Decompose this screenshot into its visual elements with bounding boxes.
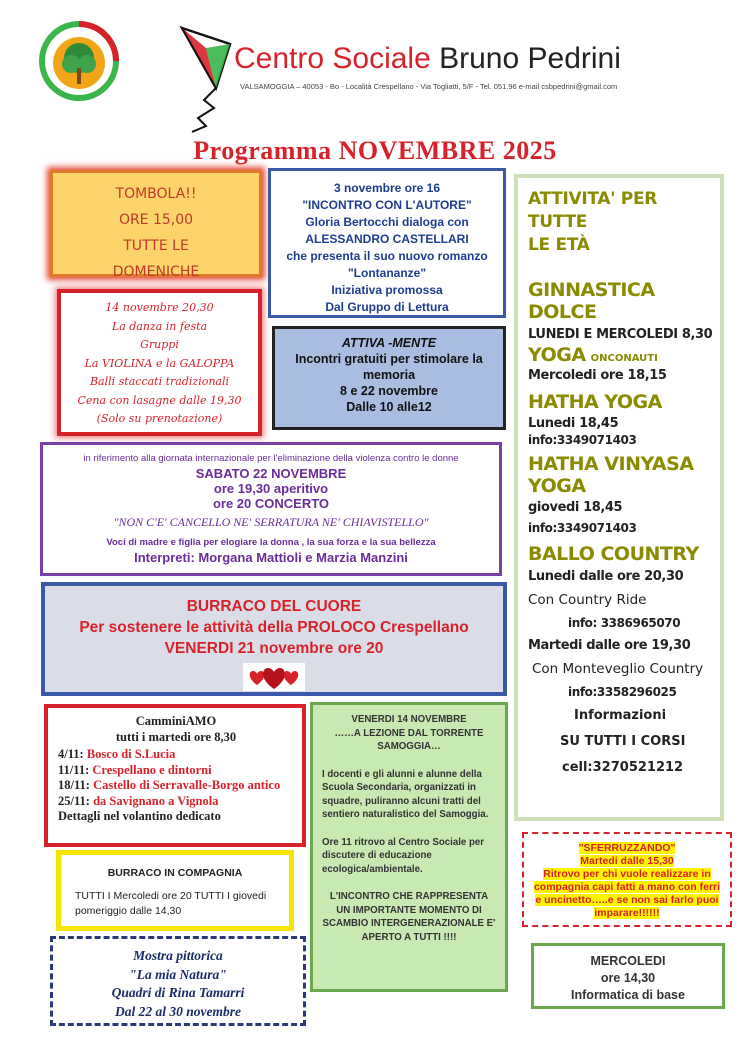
- info-label: Informazioni: [574, 708, 667, 723]
- tombola-box: [50, 170, 262, 280]
- informatica-title: Informatica di base: [571, 988, 685, 1002]
- ginnastica-heading: GINNASTICA DOLCE: [528, 279, 655, 323]
- author-meeting-box: [268, 168, 506, 318]
- camminiamo-title: CamminiAMO: [135, 714, 217, 728]
- vinyasa-info: info:3349071403: [528, 521, 637, 535]
- walk-item: [58, 747, 294, 763]
- art-exhibition-box: [50, 936, 306, 1026]
- center-address: VALSAMOGGIA – 40053 - Bo - Località Crespellano - Via Togliatti, 5/F - Tel. 051.96 e-mail csbpedrini@gmail.com: [240, 82, 618, 91]
- camminiamo-footer: Dettagli nel volantino dedicato: [58, 809, 221, 823]
- danza-line: Balli staccati tradizionali: [89, 375, 230, 388]
- author-line: "Lontananze": [347, 266, 427, 280]
- walk-date: 11/11:: [58, 762, 90, 777]
- camminiamo-box: [44, 704, 306, 847]
- attiva-line: Dalle 10 alle12: [346, 400, 432, 414]
- activities-title: ATTIVITA' PER TUTTE: [528, 189, 658, 232]
- women-day-intro: in riferimento alla giornata internazionale per l'eliminazione della violenza contro le donne: [83, 453, 459, 464]
- exhibition-line: Quadri di Rina Tamarri: [111, 985, 245, 1000]
- camminiamo-subtitle: tutti i martedi ore 8,30: [115, 729, 237, 744]
- women-day-aperitivo: ore 19,30 aperitivo: [213, 481, 329, 496]
- informatica-time: ore 14,30: [600, 971, 656, 985]
- program-title: Programma NOVEMBRE 2025: [193, 136, 557, 165]
- torrente-paragraph-1: I docenti e gli alunni e alunne della Scuola Secondaria, organizzati in squadre, puliranno alcuni tratti del sentiero naturalistico del Samoggia.: [322, 768, 489, 820]
- burraco-cuore-date: VENERDI 21 novembre ore 20: [164, 640, 384, 657]
- association-logo: [38, 20, 120, 102]
- danza-line: La VIOLINA e la GALOPPA: [84, 356, 235, 370]
- tombola-line: TOMBOLA!!: [115, 186, 197, 202]
- attiva-line: 8 e 22 novembre: [340, 384, 438, 398]
- walk-date: 4/11:: [58, 747, 84, 761]
- cell-number: cell:3270521212: [562, 760, 684, 775]
- torrente-headline: ……A LEZIONE DAL TORRENTE: [334, 727, 484, 739]
- attiva-line: Incontri gratuiti per stimolare la: [295, 352, 483, 366]
- walk-item: [58, 778, 294, 794]
- burraco-compagnia-text: TUTTI I Mercoledi ore 20 TUTTI I giovedi pomeriggio dalle 14,30: [75, 890, 267, 917]
- walk-date: 18/11:: [58, 778, 90, 792]
- burraco-compagnia-box: [56, 850, 294, 931]
- torrente-box: [310, 702, 508, 992]
- walk-date: 25/11:: [58, 793, 90, 808]
- author-line: ALESSANDRO CASTELLARI: [305, 232, 469, 246]
- country-group-2: Con Monteveglio Country: [532, 661, 704, 677]
- ginnastica-time: LUNEDI E MERCOLEDI 8,30: [528, 327, 713, 342]
- sferruzzando-text: Ritrovo per chi vuole realizzare in compagnia capi fatti a mano con ferri e uncinetto…..e se non sai farlo puoi imparare!!!!!!: [533, 868, 721, 919]
- torrente-paragraph-3: L'INCONTRO CHE RAPPRESENTA UN IMPORTANTE MOMENTO DI SCAMBIO INTERGENERAZIONALE E' APERTO A TUTTI !!!!: [322, 891, 496, 943]
- walk-place: Castello di Serravalle-Borgo antico: [93, 778, 281, 792]
- center-name-part2: Bruno Pedrini: [439, 42, 621, 75]
- country-time-2: Martedi dalle ore 19,30: [528, 638, 691, 653]
- sferruzzando-box: [522, 832, 732, 927]
- burraco-cuore-box: [41, 582, 507, 696]
- center-name-part1: Centro Sociale: [234, 42, 431, 75]
- center-name: [234, 42, 621, 76]
- burraco-compagnia-title: BURRACO IN COMPAGNIA: [107, 867, 243, 879]
- tombola-line: ORE 15,00: [118, 212, 194, 228]
- info-all-courses: SU TUTTI I CORSI: [560, 734, 686, 749]
- burraco-cuore-title: BURRACO DEL CUORE: [186, 598, 362, 615]
- women-day-voices: Voci di madre e figlia per elogiare la donna , la sua forza e la sua bellezza: [106, 537, 436, 548]
- danza-box: [57, 289, 262, 436]
- author-line: Gloria Bertocchi dialoga con: [305, 215, 469, 229]
- kite-icon: [176, 22, 236, 134]
- torrente-paragraph-2: Ore 11 ritrovo al Centro Sociale per discutere di educazione ecologica/ambientale.: [322, 836, 485, 875]
- country-group-1: Con Country Ride: [528, 592, 647, 608]
- attiva-mente-title: ATTIVA -MENTE: [341, 336, 437, 350]
- country-time-1: Lunedi dalle ore 20,30: [528, 569, 684, 584]
- attiva-line: memoria: [362, 368, 416, 382]
- danza-line: Gruppi: [140, 338, 179, 351]
- tombola-line: TUTTE LE: [123, 238, 189, 254]
- yoga-suffix: ONCONAUTI: [590, 353, 658, 364]
- yoga-heading: YOGA: [528, 344, 586, 366]
- women-day-performers: Interpreti: Morgana Mattioli e Marzia Manzini: [134, 550, 408, 565]
- yoga-time: Mercoledi ore 18,15: [528, 368, 667, 383]
- activities-title: LE ETÀ: [528, 235, 590, 255]
- vinyasa-heading: HATHA VINYASA YOGA: [528, 453, 694, 497]
- walk-place: Bosco di S.Lucia: [86, 747, 176, 761]
- author-line: Iniziativa promossa: [331, 283, 443, 297]
- author-line: "INCONTRO CON L'AUTORE": [302, 198, 472, 212]
- informatica-box: [531, 943, 725, 1009]
- torrente-headline-2: SAMOGGIA…: [377, 741, 441, 752]
- walk-item: [58, 763, 294, 779]
- informatica-day: MERCOLEDI: [590, 954, 666, 968]
- women-day-concert: ore 20 CONCERTO: [212, 496, 330, 511]
- danza-line: 14 novembre 20,30: [105, 301, 214, 314]
- burraco-cuore-purpose: Per sostenere le attività della PROLOCO Crespellano: [79, 619, 469, 636]
- women-day-box: [40, 442, 502, 576]
- sferruzzando-title: "SFERRUZZANDO": [578, 842, 676, 854]
- exhibition-line: Mostra pittorica: [133, 948, 223, 963]
- walk-place: da Savignano a Vignola: [93, 793, 219, 808]
- author-line: 3 novembre ore 16: [333, 181, 441, 195]
- tombola-line: DOMENICHE: [112, 264, 200, 280]
- country-info-1: info: 3386965070: [568, 616, 681, 630]
- attiva-mente-box: [272, 326, 506, 430]
- hatha-heading: HATHA YOGA: [528, 391, 662, 413]
- exhibition-line: Dal 22 al 30 novembre: [115, 1003, 241, 1019]
- vinyasa-time: giovedi 18,45: [528, 500, 623, 515]
- activities-box: [514, 174, 724, 821]
- hatha-time: Lunedi 18,45: [528, 416, 619, 431]
- women-day-quote: "NON C'E' CANCELLO NE' SERRATURA NE' CHIAVISTELLO": [113, 515, 429, 529]
- women-day-date: SABATO 22 NOVEMBRE: [195, 466, 347, 481]
- torrente-date: VENERDI 14 NOVEMBRE: [351, 714, 467, 725]
- author-line: che presenta il suo nuovo romanzo: [286, 249, 488, 263]
- danza-line: La danza in festa: [111, 319, 208, 333]
- sferruzzando-time: Martedi dalle 15,30: [580, 855, 674, 867]
- author-line: Dal Gruppo di Lettura: [325, 300, 449, 314]
- danza-line: (Solo su prenotazione): [96, 412, 223, 425]
- walk-item: [58, 794, 294, 810]
- walk-place: Crespellano e dintorni: [92, 762, 212, 777]
- danza-line: Cena con lasagne dalle 19,30: [77, 393, 242, 407]
- hearts-icon: [243, 663, 305, 691]
- exhibition-line: "La mia Natura": [129, 966, 227, 982]
- country-heading: BALLO COUNTRY: [528, 543, 699, 565]
- country-info-2: info:3358296025: [568, 685, 677, 699]
- hatha-info: info:3349071403: [528, 433, 637, 447]
